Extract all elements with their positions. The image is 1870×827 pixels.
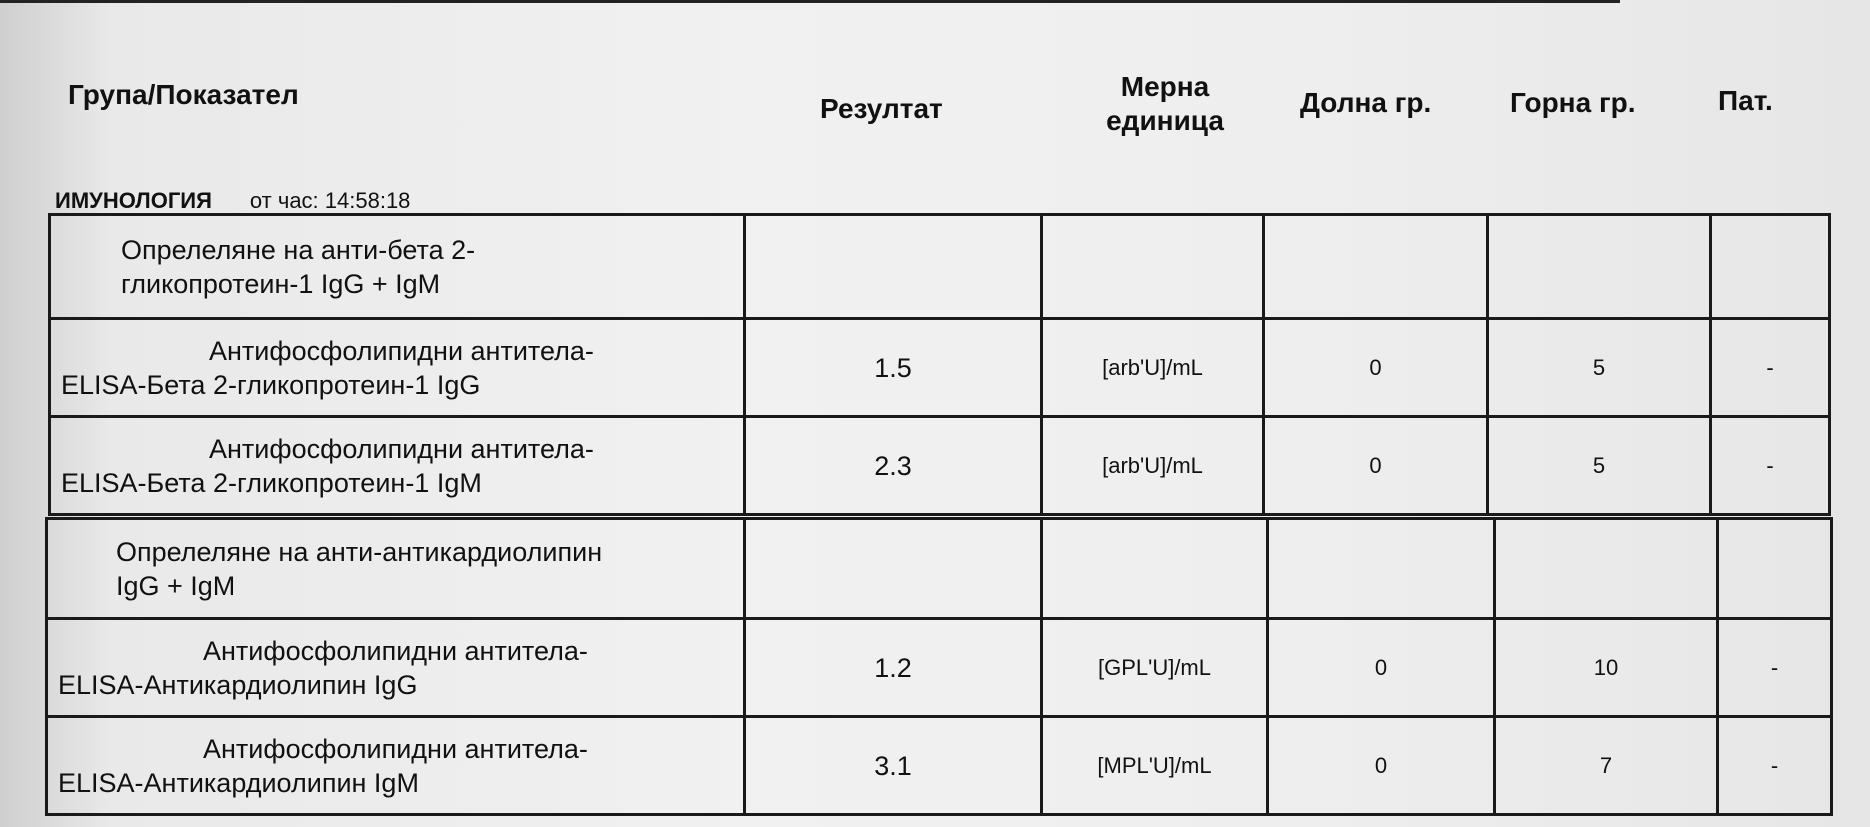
section-title: ИМУНОЛОГИЯ <box>55 188 212 213</box>
test-name-line2: ELISA-Бета 2-гликопротеин-1 IgG <box>61 369 481 400</box>
empty-cell <box>1488 215 1711 319</box>
unit-value: [arb'U]/mL <box>1042 417 1264 515</box>
test-name-line1: Антифосфолипидни антитела- <box>203 635 588 666</box>
results-table-beta2 <box>48 213 1831 516</box>
column-header-unit: Мерна единица <box>1106 71 1224 136</box>
empty-cell <box>1042 519 1268 619</box>
column-header-group: Група/Показател <box>68 79 299 110</box>
column-header-result: Резултат <box>820 93 943 124</box>
column-header-lower: Долна гр. <box>1300 87 1432 118</box>
test-name-line2: ELISA-Антикардиолипин IgG <box>58 669 418 700</box>
group-name-cell <box>50 215 745 319</box>
lower-limit-value: 0 <box>1264 417 1488 515</box>
empty-cell <box>1042 215 1264 319</box>
test-name-cell <box>47 717 745 815</box>
result-value: 1.2 <box>745 619 1042 717</box>
pat-value: - <box>1711 417 1830 515</box>
pat-value: - <box>1718 619 1832 717</box>
unit-value: [MPL'U]/mL <box>1042 717 1268 815</box>
unit-value: [arb'U]/mL <box>1042 319 1264 417</box>
upper-limit-value: 5 <box>1488 319 1711 417</box>
table-row <box>50 417 1830 515</box>
group-name-line1: Опрелеляне на анти-антикардиолипин <box>116 536 603 567</box>
section-heading <box>55 188 410 214</box>
empty-cell <box>1264 215 1488 319</box>
group-name-line2: гликопротеин-1 IgG + IgM <box>121 268 441 299</box>
test-name-cell <box>47 619 745 717</box>
table-row <box>47 619 1832 717</box>
empty-cell <box>1495 519 1718 619</box>
test-name-line1: Антифосфолипидни антитела- <box>209 433 594 464</box>
column-header-pat: Пат. <box>1718 85 1773 116</box>
upper-limit-value: 5 <box>1488 417 1711 515</box>
test-name-cell <box>50 319 745 417</box>
empty-cell <box>1711 215 1830 319</box>
pat-value: - <box>1718 717 1832 815</box>
result-value: 3.1 <box>745 717 1042 815</box>
empty-cell <box>1268 519 1495 619</box>
pat-value: - <box>1711 319 1830 417</box>
empty-cell <box>745 519 1042 619</box>
table-row <box>50 319 1830 417</box>
table-group-row <box>47 519 1832 619</box>
table-row <box>47 717 1832 815</box>
group-name-line2: IgG + IgM <box>116 570 236 601</box>
empty-cell <box>745 215 1042 319</box>
empty-cell <box>1718 519 1832 619</box>
result-value: 1.5 <box>745 319 1042 417</box>
page-top-border <box>0 0 1620 3</box>
test-name-cell <box>50 417 745 515</box>
group-name-cell <box>47 519 745 619</box>
lower-limit-value: 0 <box>1268 717 1495 815</box>
upper-limit-value: 7 <box>1495 717 1718 815</box>
upper-limit-value: 10 <box>1495 619 1718 717</box>
lower-limit-value: 0 <box>1268 619 1495 717</box>
test-name-line2: ELISA-Бета 2-гликопротеин-1 IgM <box>61 467 482 498</box>
results-table-cardiolipin <box>45 517 1833 816</box>
test-name-line1: Антифосфолипидни антитела- <box>209 335 594 366</box>
test-name-line2: ELISA-Антикардиолипин IgM <box>58 767 419 798</box>
column-header-upper: Горна гр. <box>1510 87 1636 118</box>
test-name-line1: Антифосфолипидни антитела- <box>203 733 588 764</box>
unit-value: [GPL'U]/mL <box>1042 619 1268 717</box>
group-name-line1: Опрелеляне на анти-бета 2- <box>121 234 476 265</box>
section-time: от час: 14:58:18 <box>249 188 411 213</box>
lower-limit-value: 0 <box>1264 319 1488 417</box>
table-group-row <box>50 215 1830 319</box>
result-value: 2.3 <box>745 417 1042 515</box>
